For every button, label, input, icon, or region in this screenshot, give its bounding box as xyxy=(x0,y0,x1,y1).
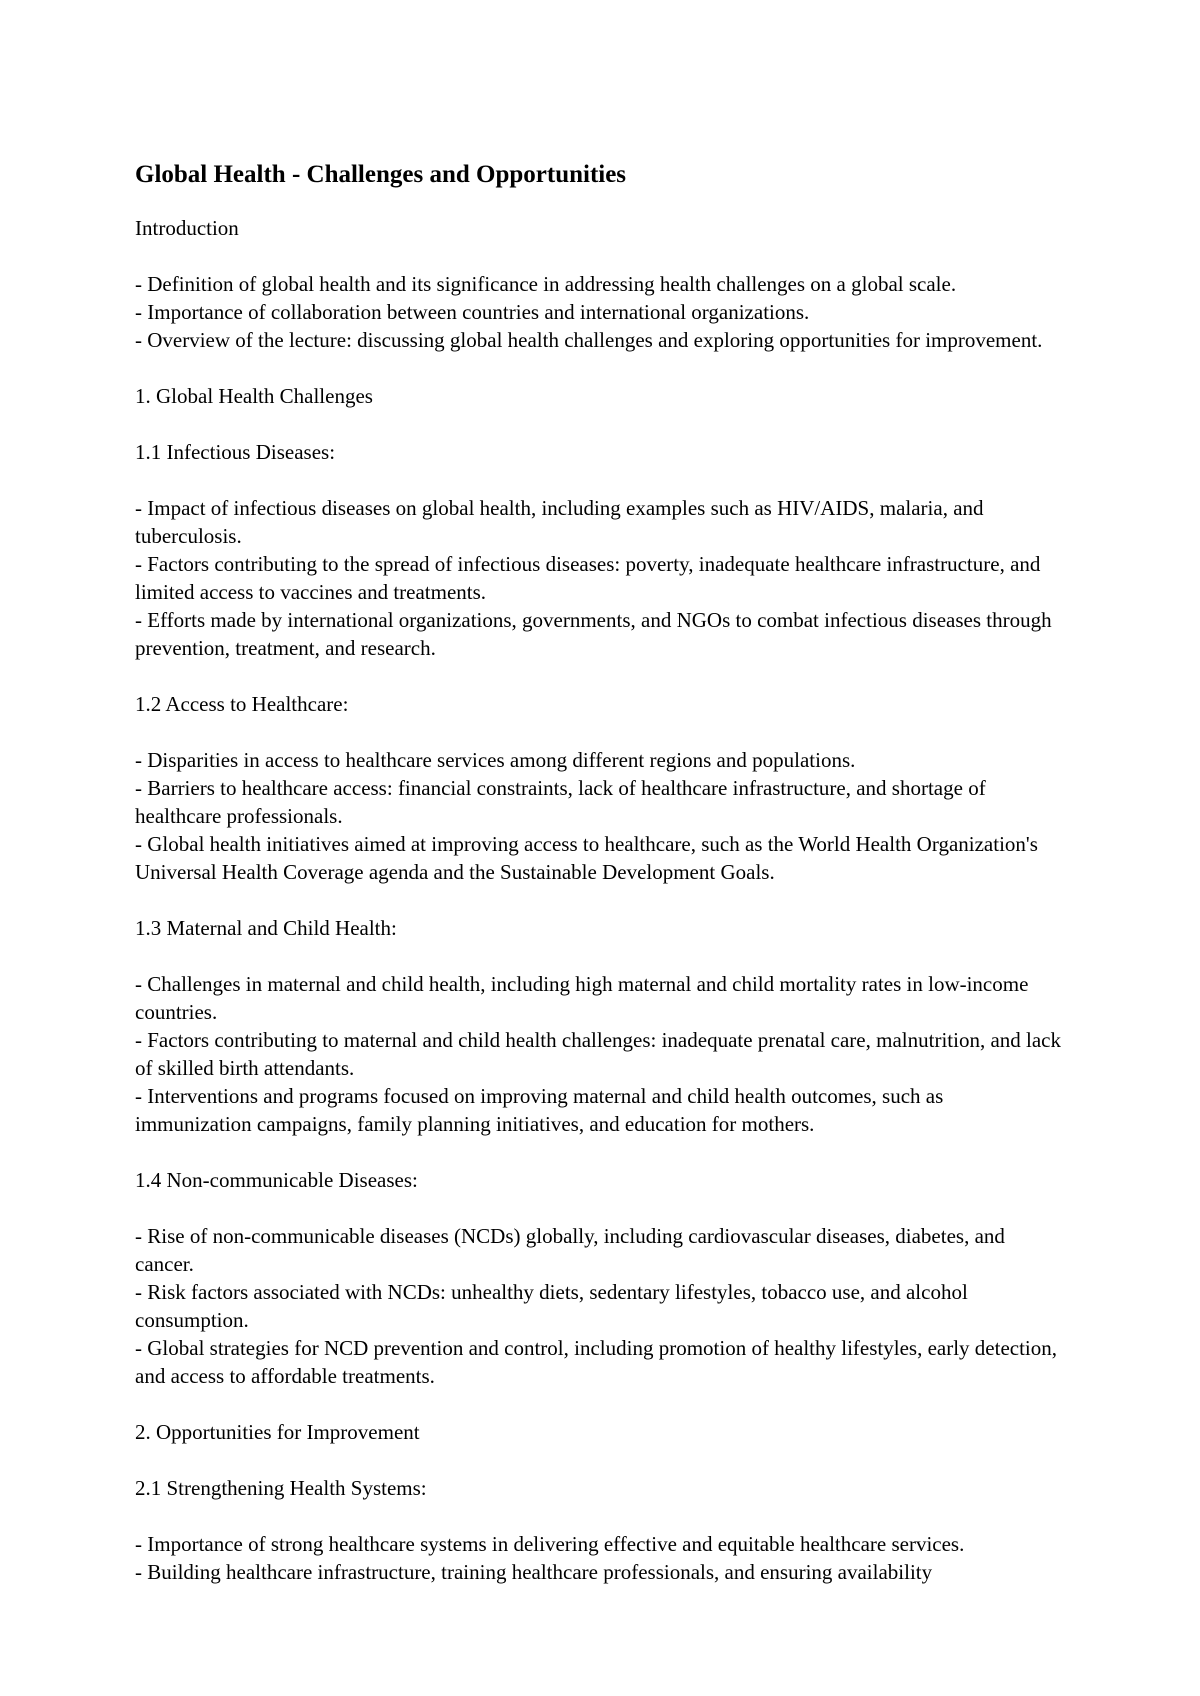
subsection-heading: 1.2 Access to Healthcare: xyxy=(135,692,349,716)
bullet: - Building healthcare infrastructure, training healthcare professionals, and ensuring availability xyxy=(135,1560,933,1584)
bullet: - Barriers to healthcare access: financial constraints, lack of healthcare infrastructure, and shortage of healthcare professionals. xyxy=(135,776,986,828)
section-heading: 2. Opportunities for Improvement xyxy=(135,1420,420,1444)
spacer xyxy=(135,1390,1065,1418)
spacer xyxy=(135,410,1065,438)
spacer xyxy=(135,466,1065,494)
intro-bullet: - Overview of the lecture: discussing global health challenges and exploring opportunities for improvement. xyxy=(135,328,1043,352)
bullet: - Challenges in maternal and child health, including high maternal and child mortality rates in low-income countries. xyxy=(135,972,1029,1024)
subsection-heading: 1.3 Maternal and Child Health: xyxy=(135,916,397,940)
spacer xyxy=(135,662,1065,690)
document-page xyxy=(135,160,1065,1586)
subsection-heading: 1.1 Infectious Diseases: xyxy=(135,440,336,464)
bullet: - Impact of infectious diseases on global health, including examples such as HIV/AIDS, malaria, and tuberculosis. xyxy=(135,496,984,548)
spacer xyxy=(135,718,1065,746)
bullet: - Rise of non-communicable diseases (NCDs) globally, including cardiovascular diseases, diabetes, and cancer. xyxy=(135,1224,1005,1276)
section-heading: 1. Global Health Challenges xyxy=(135,384,373,408)
bullet: - Factors contributing to maternal and child health challenges: inadequate prenatal care, malnutrition, and lack of skilled birth attendants. xyxy=(135,1028,1061,1080)
spacer xyxy=(135,886,1065,914)
spacer xyxy=(135,354,1065,382)
bullet: - Risk factors associated with NCDs: unhealthy diets, sedentary lifestyles, tobacco use, and alcohol consumption. xyxy=(135,1280,968,1332)
spacer xyxy=(135,1194,1065,1222)
subsection-heading: 2.1 Strengthening Health Systems: xyxy=(135,1476,427,1500)
subsection-heading: 1.4 Non-communicable Diseases: xyxy=(135,1168,418,1192)
intro-bullet: - Definition of global health and its significance in addressing health challenges on a global scale. xyxy=(135,272,957,296)
spacer xyxy=(135,1138,1065,1166)
spacer xyxy=(135,942,1065,970)
bullet: - Global strategies for NCD prevention and control, including promotion of healthy lifestyles, early detection, and access to affordable treatments. xyxy=(135,1336,1058,1388)
bullet: - Global health initiatives aimed at improving access to healthcare, such as the World Health Organization's Universal Health Coverage agenda and the Sustainable Development Goals. xyxy=(135,832,1038,884)
bullet: - Interventions and programs focused on improving maternal and child health outcomes, such as immunization campaigns, family planning initiatives, and education for mothers. xyxy=(135,1084,944,1136)
bullet: - Disparities in access to healthcare services among different regions and populations. xyxy=(135,748,856,772)
bullet: - Efforts made by international organizations, governments, and NGOs to combat infectious diseases through prevention, treatment, and research. xyxy=(135,608,1052,660)
bullet: - Importance of strong healthcare systems in delivering effective and equitable healthcare services. xyxy=(135,1532,965,1556)
spacer xyxy=(135,1502,1065,1530)
intro-bullet: - Importance of collaboration between countries and international organizations. xyxy=(135,300,810,324)
spacer xyxy=(135,242,1065,270)
bullet: - Factors contributing to the spread of infectious diseases: poverty, inadequate healthcare infrastructure, and limited access to vaccines and treatments. xyxy=(135,552,1041,604)
intro-heading: Introduction xyxy=(135,216,239,240)
document-title: Global Health - Challenges and Opportunities xyxy=(135,161,627,188)
spacer xyxy=(135,1446,1065,1474)
